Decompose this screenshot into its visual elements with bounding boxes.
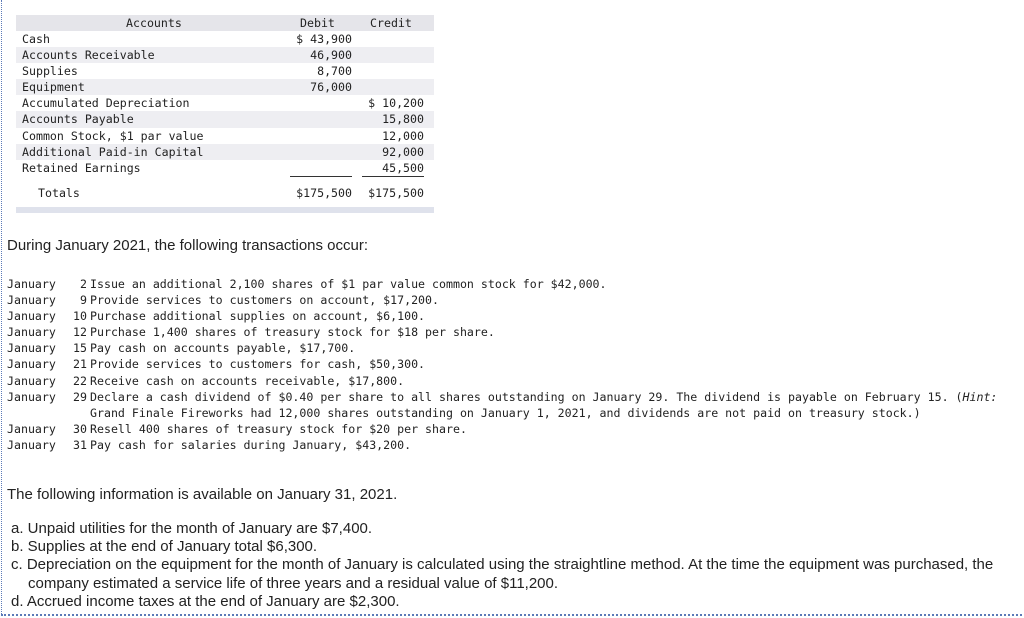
transaction-day: 9 (80, 293, 87, 308)
transaction-month: January (7, 389, 56, 404)
transaction-item (7, 389, 1017, 421)
transaction-day: 22 (73, 373, 87, 388)
transaction-item (7, 276, 1017, 292)
account-cell: Retained Earnings (22, 160, 141, 175)
transactions-intro: During January 2021, the following transactions occur: (7, 237, 369, 254)
info-heading: The following information is available on January 31, 2021. (7, 486, 398, 503)
transaction-item (7, 421, 1017, 437)
transaction-text: Provide services to customers for cash, $50,300. (90, 357, 426, 372)
header-credit: Credit (370, 16, 412, 30)
table-row (16, 111, 434, 127)
table-row (16, 79, 434, 95)
debit-cell: 8,700 (317, 64, 352, 79)
credit-cell: 92,000 (382, 144, 424, 159)
totals-debit: $175,500 (296, 185, 352, 200)
transaction-item (7, 324, 1017, 340)
account-cell: Common Stock, $1 par value (22, 128, 204, 143)
transaction-month: January (7, 357, 56, 372)
account-cell: Accounts Payable (22, 112, 134, 127)
transaction-month: January (7, 421, 56, 436)
transaction-item (7, 340, 1017, 356)
transaction-month: January (7, 437, 56, 452)
credit-cell: $ 10,200 (368, 96, 424, 111)
transaction-month: January (7, 373, 56, 388)
transaction-text: Declare a cash dividend of $0.40 per share to all shares outstanding on January 29. The dividend is payable on February 15. ( (90, 389, 963, 404)
header-accounts: Accounts (126, 16, 182, 30)
transaction-month: January (7, 277, 56, 291)
credit-cell: 15,800 (382, 112, 424, 127)
transaction-description (90, 292, 1017, 308)
transaction-text: Purchase 1,400 shares of treasury stock for $18 per share. (90, 325, 495, 340)
transaction-day: 2 (80, 277, 87, 291)
transaction-description (90, 389, 1017, 421)
transaction-text: Pay cash for salaries during January, $43,200. (90, 437, 412, 452)
subtotal-rule (16, 176, 434, 178)
transaction-item (7, 356, 1017, 372)
totals-row (16, 182, 434, 202)
transaction-description (90, 373, 1017, 389)
transaction-month: January (7, 293, 56, 308)
transaction-item (7, 292, 1017, 308)
transaction-item (7, 308, 1017, 324)
credit-cell: 45,500 (382, 160, 424, 175)
account-cell: Additional Paid-in Capital (22, 144, 204, 159)
transactions-list (7, 276, 1017, 453)
table-header (16, 15, 434, 31)
transaction-month: January (7, 341, 56, 356)
transaction-text: Resell 400 shares of treasury stock for $20 per share. (90, 421, 467, 436)
transaction-month: January (7, 309, 56, 324)
table-row (16, 31, 434, 47)
account-cell: Accumulated Depreciation (22, 96, 190, 111)
transaction-text: Purchase additional supplies on account, $6,100. (90, 309, 426, 324)
transaction-day: 12 (73, 325, 87, 340)
table-row (16, 95, 434, 111)
hint-label: Hint: (962, 389, 998, 404)
transaction-day: 21 (73, 357, 87, 372)
transaction-item (7, 373, 1017, 389)
transaction-day: 10 (73, 309, 87, 324)
account-cell: Equipment (22, 80, 85, 95)
transaction-text: Issue an additional 2,100 shares of $1 par value common stock for $42,000. (90, 277, 607, 291)
adjustment-item: b. Supplies at the end of January total $6,300. (11, 538, 318, 556)
transaction-description (90, 340, 1017, 356)
transaction-item (7, 437, 1017, 453)
transaction-text: Receive cash on accounts receivable, $17,800. (90, 373, 405, 388)
table-row (16, 160, 434, 176)
adjustments-list (11, 520, 1011, 611)
debit-cell: $ 43,900 (296, 32, 352, 46)
header-debit: Debit (300, 16, 335, 30)
credit-cell: 12,000 (382, 128, 424, 143)
transaction-day: 15 (73, 341, 87, 356)
transaction-description (90, 324, 1017, 340)
account-cell: Supplies (22, 64, 78, 79)
transaction-description (90, 437, 1017, 453)
transaction-description (90, 421, 1017, 437)
adjustment-item: a. Unpaid utilities for the month of January are $7,400. (11, 520, 373, 537)
transaction-text: Pay cash on accounts payable, $17,700. (90, 341, 356, 356)
adjustment-item: d. Accrued income taxes at the end of January are $2,300. (11, 592, 400, 610)
trial-balance-table (16, 15, 434, 202)
transaction-text: Provide services to customers on account, $17,200. (90, 293, 440, 308)
transaction-description (90, 356, 1017, 372)
debit-cell: 46,900 (310, 48, 352, 63)
table-row (16, 128, 434, 144)
account-cell: Cash (22, 32, 50, 46)
table-footer-bar (16, 207, 434, 213)
transaction-day: 31 (73, 437, 87, 452)
transaction-description (90, 276, 1017, 292)
adjustment-item: c. Depreciation on the equipment for the month of January is calculated using the straightline method. At the time the equipment was purchased, the company estimated a service life of three years and a residual value of $11,200. (11, 556, 994, 592)
transaction-text-continued: Grand Finale Fireworks had 12,000 shares outstanding on January 1, 2021, and dividends are not paid on treasury stock.) (90, 405, 921, 420)
transaction-day: 29 (73, 389, 87, 404)
transaction-day: 30 (73, 421, 87, 436)
transaction-description (90, 308, 1017, 324)
debit-cell: 76,000 (310, 80, 352, 95)
transaction-month: January (7, 325, 56, 340)
totals-credit: $175,500 (368, 185, 424, 200)
totals-label: Totals (38, 185, 80, 200)
table-row (16, 47, 434, 63)
table-row (16, 144, 434, 160)
table-row (16, 63, 434, 79)
account-cell: Accounts Receivable (22, 48, 155, 63)
